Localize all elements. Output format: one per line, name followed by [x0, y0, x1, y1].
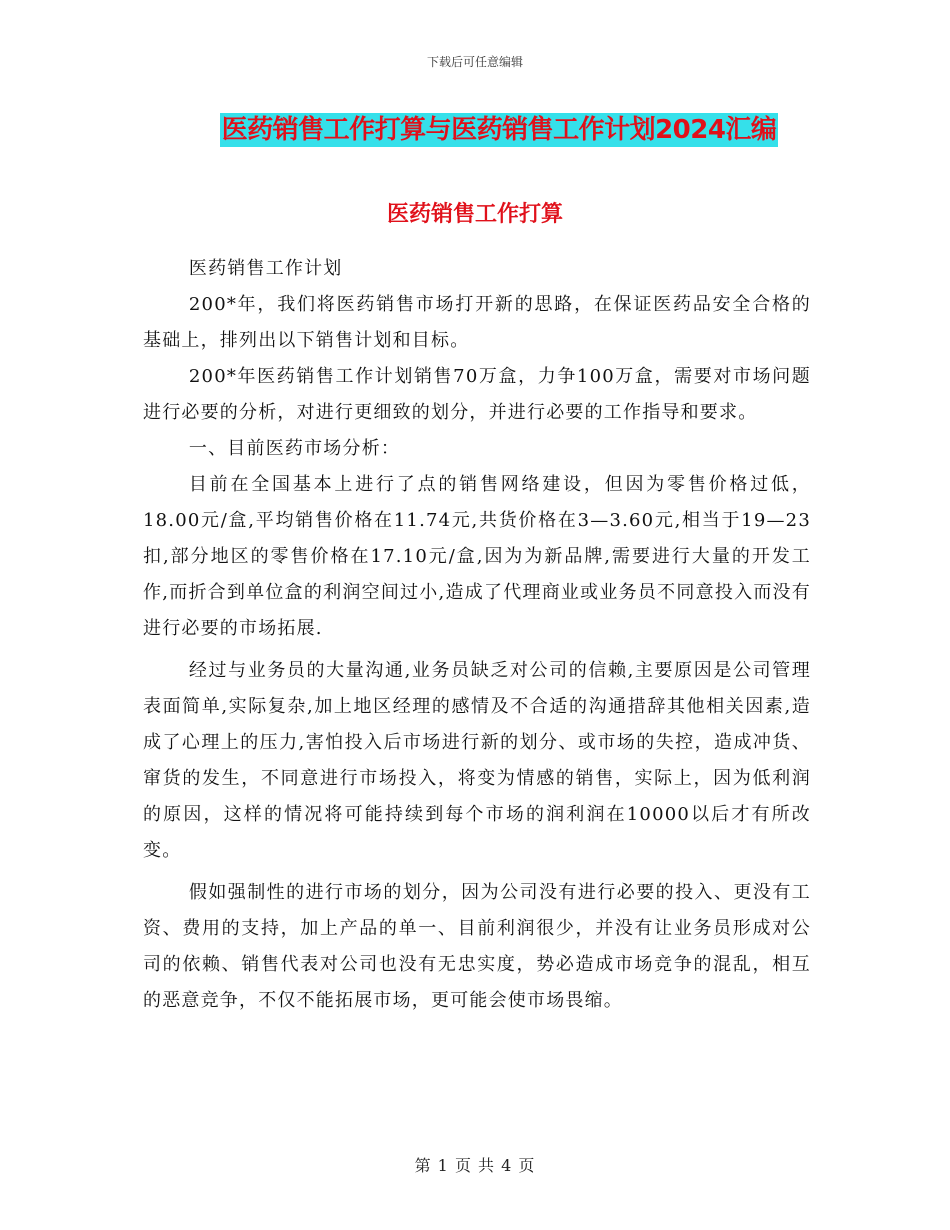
paragraph: 经过与业务员的大量沟通,业务员缺乏对公司的信赖,主要原因是公司管理表面简单,实际复杂,加上地区经理的感情及不合适的沟通措辞其他相关因素,造成了心理上的压力,害怕投入后市场进行新的划分、或市场的失控，造成冲货、窜货的发生，不同意进行市场投入，将变为情感的销售，实际上，因为低利润的原因，这样的情况将可能持续到每个市场的润利润在10000以后才有所改变。	[143, 660, 811, 861]
document-title: 医药销售工作打算与医药销售工作计划2024汇编	[221, 115, 777, 145]
main-title-container	[0, 113, 950, 147]
paragraph-heading: 一、目前医药市场分析：	[188, 438, 401, 459]
page-footer: 第 1 页 共 4 页	[414, 1156, 536, 1175]
paragraph: 假如强制性的进行市场的划分，因为公司没有进行必要的投入、更没有工资、费用的支持，加上产品的单一、目前利润很少，并没有让业务员形成对公司的依赖、销售代表对公司也没有无忠实度，势必造成市场竞争的混乱，相互的恶意竞争，不仅不能拓展市场，更可能会使市场畏缩。	[143, 882, 811, 1011]
header-note: 下载后可任意编辑	[426, 55, 523, 69]
paragraph: 医药销售工作计划	[188, 258, 343, 279]
paragraph: 200*年，我们将医药销售市场打开新的思路，在保证医药品安全合格的基础上，排列出以下销售计划和目标。	[143, 294, 811, 351]
paragraph: 200*年医药销售工作计划销售70万盒，力争100万盒，需要对市场问题进行必要的分析，对进行更细致的划分，并进行必要的工作指导和要求。	[143, 366, 811, 423]
paragraph: 目前在全国基本上进行了点的销售网络建设，但因为零售价格过低，18.00元/盒,平均销售价格在11.74元,共货价格在3—3.60元,相当于19—23扣,部分地区的零售价格在17.10元/盒,因为为新品牌,需要进行大量的开发工作,而折合到单位盒的利润空间过小,造成了代理商业或业务员不同意投入而没有进行必要的市场拓展.	[143, 474, 811, 639]
section-title: 医药销售工作打算	[386, 202, 563, 227]
document-body	[143, 251, 811, 1019]
